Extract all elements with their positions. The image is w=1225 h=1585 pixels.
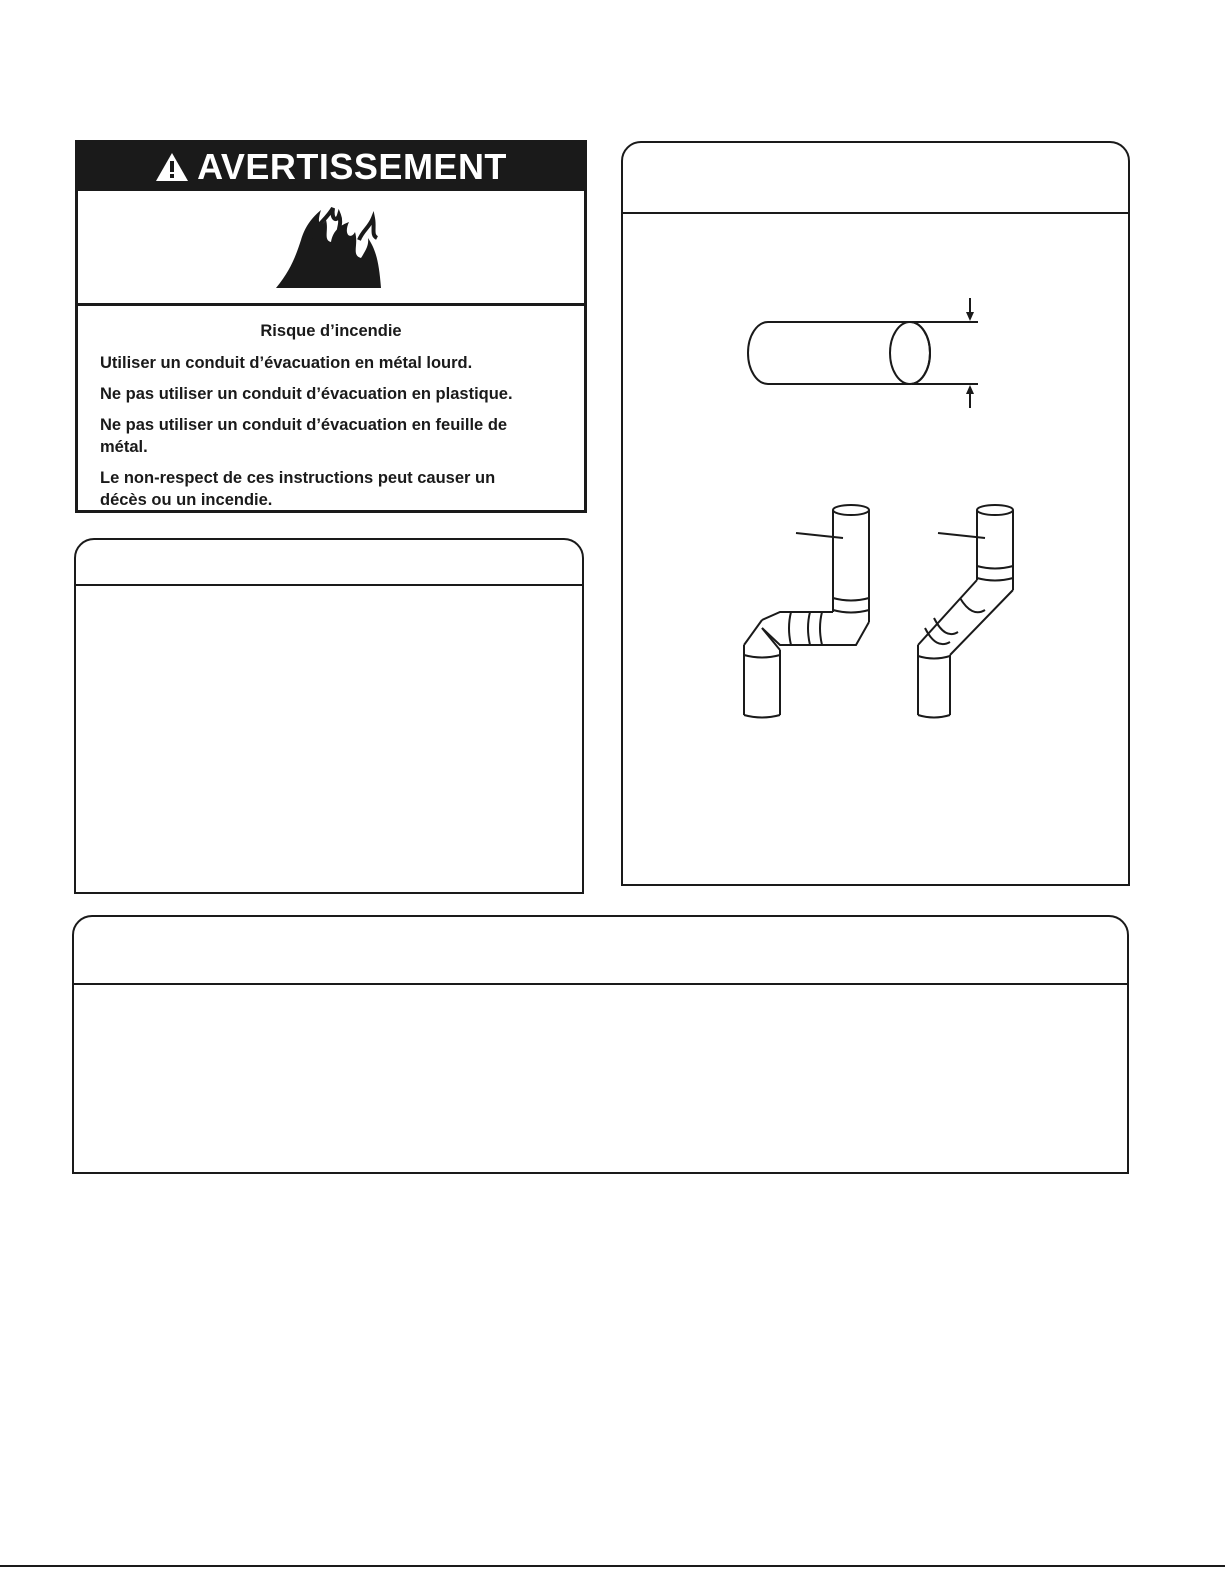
panel-bottom-header <box>74 917 1127 985</box>
hazard-title: Risque d’incendie <box>260 322 402 340</box>
warning-title: AVERTISSEMENT <box>197 146 507 187</box>
elbow-duct-right-icon <box>918 505 1013 718</box>
page-footer-rule <box>0 1565 1225 1567</box>
straight-duct-icon <box>748 298 978 408</box>
warning-line-4: Le non-respect de ces instructions peut causer un décès ou un incendie. <box>100 469 496 509</box>
warning-line-1: Utiliser un conduit d’évacuation en métal lourd. <box>100 354 473 372</box>
warning-line-2: Ne pas utiliser un conduit d’évacuation en plastique. <box>100 385 513 403</box>
warning-line-3: Ne pas utiliser un conduit d’évacuation en feuille de métal. <box>100 416 508 456</box>
arrow-down-icon <box>966 312 974 321</box>
elbow-duct-left-icon <box>744 505 869 718</box>
arrow-up-icon <box>966 385 974 394</box>
empty-panel-bottom <box>72 915 1129 1174</box>
